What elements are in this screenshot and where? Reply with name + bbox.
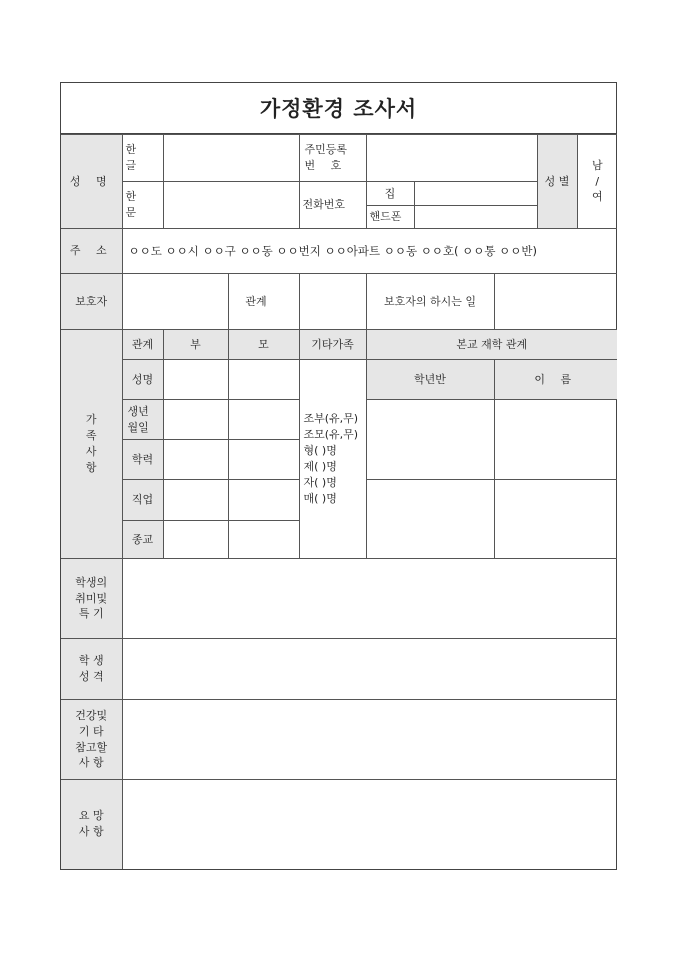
- family-section-label: [61, 330, 122, 559]
- hobbies-line1: 학생의: [75, 575, 108, 589]
- requests-line2: 사 항: [78, 825, 104, 839]
- phone-home-input[interactable]: [414, 182, 537, 206]
- health-line4: 사 항: [78, 756, 104, 770]
- family-section-char-4: 항: [85, 460, 97, 474]
- family-section-char-3: 사: [85, 445, 97, 458]
- family-name-label: 성명: [122, 360, 163, 400]
- personality-input[interactable]: [122, 639, 617, 700]
- family-section-char-1: 가: [85, 413, 97, 427]
- guardian-label: 보호자: [61, 274, 122, 330]
- father-religion-input[interactable]: [163, 521, 228, 559]
- family-other-header: 기타가족: [299, 330, 366, 360]
- family-religion-label: 종교: [122, 521, 163, 559]
- other-family-sisters-older: 자( )명: [303, 475, 337, 489]
- guardian-relation-label: 관계: [228, 274, 299, 330]
- gender-slash: /: [595, 174, 600, 188]
- mother-education-input[interactable]: [228, 440, 299, 480]
- guardian-occupation-input[interactable]: [494, 274, 617, 330]
- personality-label: [61, 639, 122, 700]
- name-hangul-input[interactable]: [163, 135, 299, 182]
- family-birth-line1: 생년: [127, 404, 149, 418]
- health-line2: 기 타: [78, 724, 104, 738]
- survey-table: [61, 134, 617, 869]
- sibling2-name-input[interactable]: [494, 480, 617, 559]
- grade-class-header: 학년반: [366, 360, 494, 400]
- family-survey-form: [60, 82, 617, 870]
- guardian-relation-input[interactable]: [299, 274, 366, 330]
- other-family-cell[interactable]: [299, 360, 366, 559]
- gender-male: 남: [591, 158, 603, 172]
- mother-name-input[interactable]: [228, 360, 299, 400]
- father-name-input[interactable]: [163, 360, 228, 400]
- requests-line1: 요 망: [78, 809, 104, 823]
- health-line3: 참고할: [75, 740, 108, 754]
- other-family-older-brothers: 형( )명: [303, 444, 337, 458]
- family-section-char-2: 족: [85, 429, 97, 443]
- resident-id-label: [299, 135, 366, 182]
- guardian-input[interactable]: [122, 274, 228, 330]
- hobbies-label: [61, 559, 122, 639]
- name-hanja-input[interactable]: [163, 182, 299, 229]
- father-birth-input[interactable]: [163, 400, 228, 440]
- name-label: 성 명: [61, 135, 122, 229]
- name-hangul-label: 한 글: [122, 135, 163, 182]
- guardian-occupation-label: 보호자의 하시는 일: [366, 274, 494, 330]
- resident-id-line2: 번 호: [304, 159, 348, 172]
- mother-birth-input[interactable]: [228, 400, 299, 440]
- resident-id-input[interactable]: [366, 135, 537, 182]
- family-father-header: 부: [163, 330, 228, 360]
- other-family-grandfather: 조부(유,무): [303, 412, 359, 426]
- other-family-sisters-younger: 매( )명: [303, 491, 337, 505]
- family-birth-line2: 월일: [127, 420, 149, 434]
- gender-options[interactable]: [577, 135, 617, 229]
- gender-female: 여: [591, 190, 603, 204]
- family-relation-label: 관계: [122, 330, 163, 360]
- gender-label: 성 별: [537, 135, 577, 229]
- address-value[interactable]: ㅇㅇ도 ㅇㅇ시 ㅇㅇ구 ㅇㅇ동 ㅇㅇ번지 ㅇㅇ아파트 ㅇㅇ동 ㅇㅇ호( ㅇㅇ통 ㅇㅇ반): [122, 229, 617, 274]
- hobbies-line2: 취미및: [75, 591, 108, 605]
- phone-mobile-input[interactable]: [414, 206, 537, 229]
- other-family-grandmother: 조모(유,무): [303, 428, 359, 442]
- health-input[interactable]: [122, 700, 617, 780]
- requests-input[interactable]: [122, 780, 617, 869]
- school-relation-header: 본교 재학 관계: [366, 330, 617, 360]
- sibling-name-header: 이 름: [494, 360, 617, 400]
- personality-line1: 학 생: [78, 654, 104, 668]
- family-birth-label: [122, 400, 163, 440]
- hobbies-line3: 특 기: [78, 607, 104, 621]
- resident-id-line1: 주민등록: [304, 143, 348, 157]
- sibling1-name-input[interactable]: [494, 400, 617, 480]
- personality-line2: 성 격: [78, 670, 104, 683]
- phone-home-label: 집: [366, 182, 414, 206]
- mother-job-input[interactable]: [228, 480, 299, 521]
- father-job-input[interactable]: [163, 480, 228, 521]
- health-line1: 건강및: [75, 708, 108, 722]
- father-education-input[interactable]: [163, 440, 228, 480]
- health-label: [61, 700, 122, 780]
- hobbies-input[interactable]: [122, 559, 617, 639]
- sibling1-grade-input[interactable]: [366, 400, 494, 480]
- family-education-label: 학력: [122, 440, 163, 480]
- requests-label: [61, 780, 122, 869]
- form-title: 가정환경 조사서: [61, 83, 616, 134]
- family-job-label: 직업: [122, 480, 163, 521]
- name-hanja-label: 한 문: [122, 182, 163, 229]
- phone-mobile-label: 핸드폰: [366, 206, 414, 229]
- phone-label: 전화번호: [299, 182, 366, 229]
- address-label: 주 소: [61, 229, 122, 274]
- mother-religion-input[interactable]: [228, 521, 299, 559]
- sibling2-grade-input[interactable]: [366, 480, 494, 559]
- family-mother-header: 모: [228, 330, 299, 360]
- other-family-younger-siblings: 제( )명: [303, 460, 337, 473]
